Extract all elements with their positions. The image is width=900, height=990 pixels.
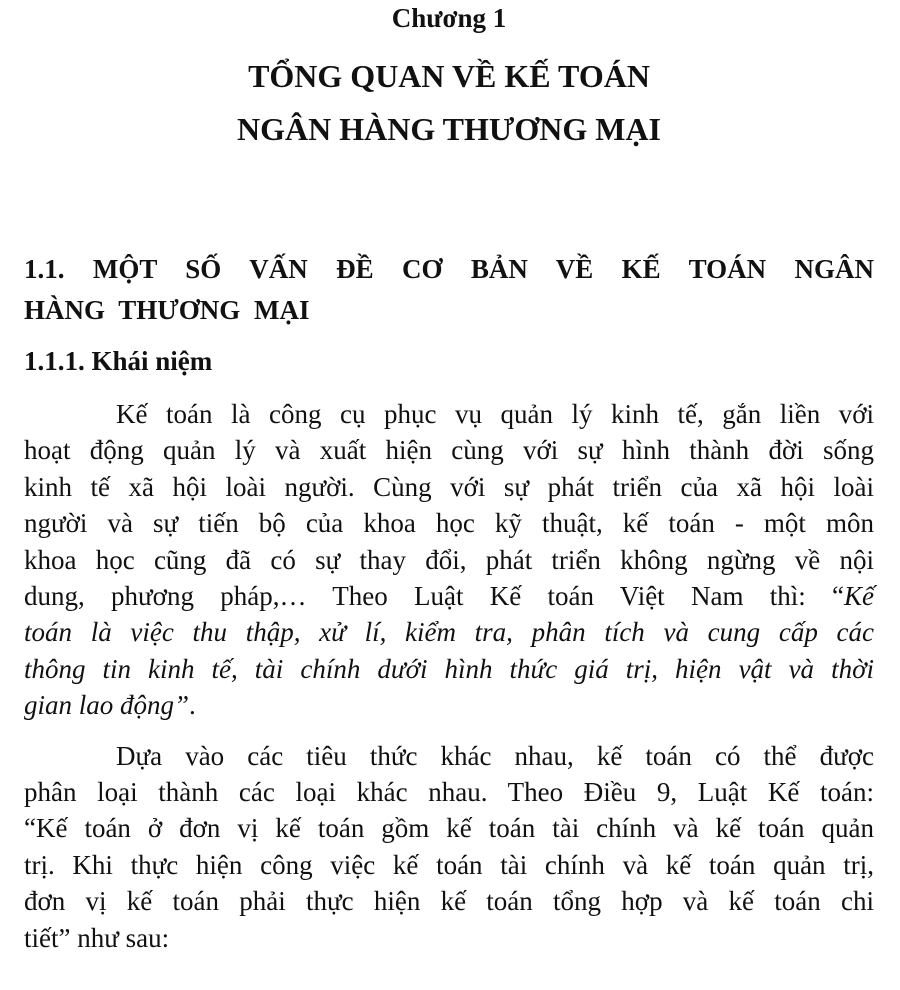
quote-text: Kế <box>844 581 874 612</box>
paragraph-line: Kế toán là công cụ phục vụ quản lý kinh tế, gắn liền với <box>116 399 874 429</box>
paragraph-line: người và sự tiến bộ của khoa học kỹ thuật, kế toán - một môn <box>24 508 874 539</box>
paragraph-line: “Kế toán ở đơn vị kế toán gồm kế toán tài chính và kế toán quản <box>24 813 874 844</box>
paragraph-classification <box>24 738 874 956</box>
paragraph-line: phân loại thành các loại khác nhau. Theo Điều 9, Luật Kế toán: <box>24 777 874 808</box>
paragraph-text: dung, phương pháp,… Theo Luật Kế toán Việt Nam thì: “ <box>24 581 844 612</box>
paragraph-text: . <box>189 690 196 721</box>
paragraph-line: kinh tế xã hội loài người. Cùng với sự phát triển của xã hội loài <box>24 471 874 502</box>
quote-text: thông tin kinh tế, tài chính dưới hình thức giá trị, hiện vật và thời <box>24 653 874 684</box>
subsection-heading: 1.1.1. Khái niệm <box>24 346 213 376</box>
chapter-label: Chương 1 <box>391 3 507 33</box>
section-heading-line-2: HÀNG THƯƠNG MẠI <box>24 295 310 325</box>
paragraph-line: tiết” như sau: <box>24 922 170 953</box>
chapter-title <box>24 50 874 156</box>
paragraph-line: khoa học cũng đã có sự thay đổi, phát triển không ngừng về nội <box>24 544 874 575</box>
section-heading <box>24 249 874 331</box>
quote-text: toán là việc thu thập, xử lí, kiểm tra, phân tích và cung cấp các <box>24 617 874 648</box>
quote-line <box>24 614 874 650</box>
chapter-title-line-2: NGÂN HÀNG THƯƠNG MẠI <box>237 111 661 147</box>
quote-text: gian lao động” <box>24 690 190 721</box>
quote-line <box>24 651 874 687</box>
paragraph-line: đơn vị kế toán phải thực hiện kế toán tổng hợp và kế toán chi <box>24 886 874 917</box>
paragraph-definition <box>24 396 874 724</box>
section-heading-line-1: 1.1. MỘT SỐ VẤN ĐỀ CƠ BẢN VỀ KẾ TOÁN NGÂN <box>24 254 874 284</box>
paragraph-line <box>24 578 874 614</box>
paragraph-line: hoạt động quản lý và xuất hiện cùng với sự hình thành đời sống <box>24 435 874 466</box>
paragraph-line: trị. Khi thực hiện công việc kế toán tài chính và kế toán quản trị, <box>24 849 874 880</box>
chapter-title-line-1: TỔNG QUAN VỀ KẾ TOÁN <box>248 58 650 94</box>
quote-line <box>24 687 874 723</box>
paragraph-line: Dựa vào các tiêu thức khác nhau, kế toán có thể được <box>116 740 874 771</box>
